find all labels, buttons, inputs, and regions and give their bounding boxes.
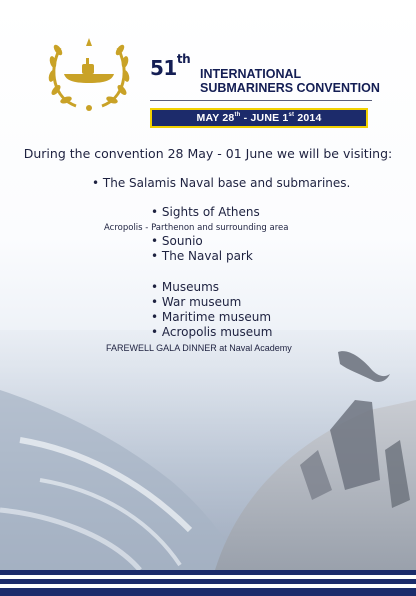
item-maritime-museum: • Maritime museum bbox=[151, 310, 272, 324]
submarine-sea-image bbox=[0, 330, 416, 570]
edition-number: 51th bbox=[150, 52, 191, 80]
submariners-emblem-icon bbox=[46, 32, 132, 114]
dates-end-suffix: st bbox=[288, 112, 295, 118]
dates-end: JUNE 1 bbox=[250, 112, 289, 124]
item-sights-of-athens: • Sights of Athens bbox=[151, 205, 260, 219]
dates-separator: - bbox=[240, 112, 251, 124]
item-acropolis-area: Acropolis - Parthenon and surrounding area bbox=[104, 223, 289, 233]
item-acropolis-museum: • Acropolis museum bbox=[151, 325, 273, 339]
title-divider bbox=[150, 100, 372, 101]
title-line1: INTERNATIONAL bbox=[200, 67, 302, 81]
item-museums: • Museums bbox=[151, 280, 220, 294]
title-line2: SUBMARINERS CONVENTION bbox=[200, 81, 380, 95]
intro-text: During the convention 28 May - 01 June we will be visiting: bbox=[23, 146, 393, 161]
dates-start: MAY 28 bbox=[196, 112, 235, 124]
item-salamis: • The Salamis Naval base and submarines. bbox=[92, 176, 351, 190]
dates-year: 2014 bbox=[294, 112, 322, 124]
dates-start-suffix: th bbox=[234, 112, 241, 118]
item-sounio: • Sounio bbox=[151, 234, 203, 248]
edition-suffix: th bbox=[176, 52, 191, 67]
bottom-stripes bbox=[0, 570, 416, 596]
gala-dinner-text: FAREWELL GALA DINNER at Naval Academy bbox=[106, 343, 292, 353]
item-war-museum: • War museum bbox=[151, 295, 242, 309]
dates-banner bbox=[150, 108, 368, 128]
item-naval-park: • The Naval park bbox=[151, 249, 253, 263]
